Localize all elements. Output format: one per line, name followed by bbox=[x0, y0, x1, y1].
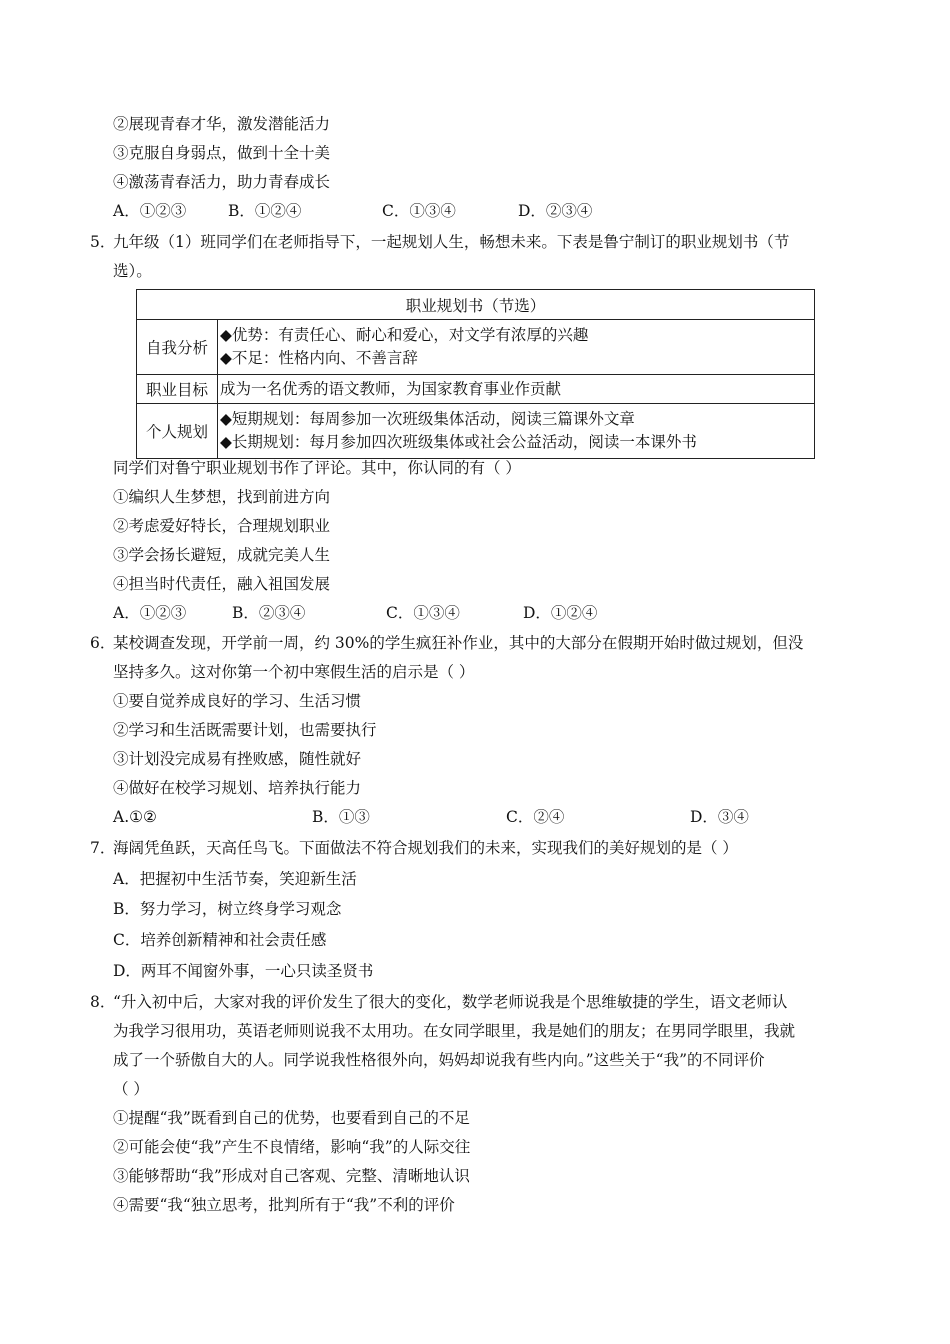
q5-item-4: ④担当时代责任，融入祖国发展 bbox=[113, 575, 331, 593]
q6-item-4: ④做好在校学习规划、培养执行能力 bbox=[113, 779, 362, 797]
q6-item-1: ①要自觉养成良好的学习、生活习惯 bbox=[113, 692, 362, 710]
q4-option-d: D．②③④ bbox=[518, 202, 593, 220]
table-label-career-goal: 职业目标 bbox=[137, 375, 218, 404]
q5-item-3: ③学会扬长避短，成就完美人生 bbox=[113, 546, 331, 564]
q5-item-1: ①编织人生梦想，找到前进方向 bbox=[113, 488, 331, 506]
table-cell-personal-plan bbox=[218, 404, 815, 459]
q8-stem-line3: 成了一个骄傲自大的人。同学说我性格很外向，妈妈却说我有些内向。”这些关于“我”的不同评价 bbox=[113, 1051, 765, 1069]
q4-item-2: ②展现青春才华，激发潜能活力 bbox=[113, 115, 331, 133]
q5-number: 5． bbox=[90, 233, 116, 251]
q5-stem-line2: 选）。 bbox=[113, 262, 152, 280]
q4-option-c: C．①③④ bbox=[382, 202, 456, 220]
q8-stem-line2: 为我学习很用功，英语老师则说我不太用功。在女同学眼里，我是她们的朋友；在男同学眼里，我就 bbox=[113, 1022, 796, 1040]
q6-option-d: D．③④ bbox=[690, 808, 749, 826]
self-analysis-strength: ◆优势：有责任心、耐心和爱心，对文学有浓厚的兴趣 bbox=[220, 326, 589, 344]
q7-option-b: B．努力学习，树立终身学习观念 bbox=[113, 900, 342, 918]
q6-number: 6． bbox=[90, 634, 116, 652]
q8-item-2: ②可能会使“我”产生不良情绪，影响“我”的人际交往 bbox=[113, 1138, 471, 1156]
self-analysis-weakness: ◆不足：性格内向、不善言辞 bbox=[220, 349, 418, 367]
q5-option-d: D．①②④ bbox=[523, 604, 598, 622]
q6-item-2: ②学习和生活既需要计划，也需要执行 bbox=[113, 721, 377, 739]
q8-stem-line1: “升入初中后，大家对我的评价发生了很大的变化，数学老师说我是个思维敏捷的学生，语文老师认 bbox=[113, 993, 788, 1011]
q5-option-c: C．①③④ bbox=[386, 604, 460, 622]
q8-item-1: ①提醒“我”既看到自己的优势，也要看到自己的不足 bbox=[113, 1109, 470, 1127]
table-label-personal-plan: 个人规划 bbox=[137, 404, 218, 459]
q5-option-a: A．①②③ bbox=[113, 604, 187, 622]
q5-option-b: B．②③④ bbox=[232, 604, 306, 622]
q6-option-b: B．①③ bbox=[312, 808, 370, 826]
q5-stem-line1: 九年级（1）班同学们在老师指导下，一起规划人生，畅想未来。下表是鲁宁制订的职业规划书（节 bbox=[113, 233, 790, 251]
table-cell-self-analysis bbox=[218, 320, 815, 375]
q7-stem: 海阔凭鱼跃，天高任鸟飞。下面做法不符合规划我们的未来，实现我们的美好规划的是（ ） bbox=[113, 839, 738, 857]
q6-stem-line1: 某校调查发现，开学前一周，约 30%的学生疯狂补作业，其中的大部分在假期开始时做过规划，但没 bbox=[113, 634, 804, 652]
q6-item-3: ③计划没完成易有挫败感，随性就好 bbox=[113, 750, 362, 768]
q8-stem-line4: （ ） bbox=[113, 1080, 149, 1098]
q7-option-a: A．把握初中生活节奏，笑迎新生活 bbox=[113, 870, 357, 888]
career-goal-text: 成为一名优秀的语文教师，为国家教育事业作贡献 bbox=[220, 379, 562, 398]
q6-stem-line2: 坚持多久。这对你第一个初中寒假生活的启示是（ ） bbox=[113, 663, 475, 681]
q8-number: 8． bbox=[90, 993, 116, 1011]
q6-option-a: A.①② bbox=[113, 808, 157, 826]
q7-option-c: C．培养创新精神和社会责任感 bbox=[113, 931, 327, 949]
q7-number: 7． bbox=[90, 839, 116, 857]
q8-item-3: ③能够帮助“我”形成对自己客观、完整、清晰地认识 bbox=[113, 1167, 470, 1185]
personal-plan-long-term: ◆长期规划：每月参加四次班级集体或社会公益活动，阅读一本课外书 bbox=[220, 433, 697, 451]
table-label-self-analysis: 自我分析 bbox=[137, 320, 218, 375]
q6-option-c: C．②④ bbox=[506, 808, 565, 826]
q4-item-4: ④激荡青春活力，助力青春成长 bbox=[113, 173, 331, 191]
q8-item-4: ④需要“我“独立思考，批判所有于“我”不利的评价 bbox=[113, 1196, 455, 1214]
q5-item-2: ②考虑爱好特长，合理规划职业 bbox=[113, 517, 331, 535]
q5-prompt: 同学们对鲁宁职业规划书作了评论。其中，你认同的有（ ） bbox=[113, 459, 521, 477]
q7-option-d: D．两耳不闻窗外事，一心只读圣贤书 bbox=[113, 962, 374, 980]
q4-option-b: B．①②④ bbox=[228, 202, 302, 220]
table-cell-career-goal bbox=[218, 375, 815, 404]
table-title: 职业规划书（节选） bbox=[137, 290, 815, 320]
career-plan-table bbox=[136, 289, 815, 459]
personal-plan-short-term: ◆短期规划：每周参加一次班级集体活动，阅读三篇课外文章 bbox=[220, 410, 635, 428]
q4-item-3: ③克服自身弱点，做到十全十美 bbox=[113, 144, 331, 162]
q4-option-a: A．①②③ bbox=[113, 202, 187, 220]
